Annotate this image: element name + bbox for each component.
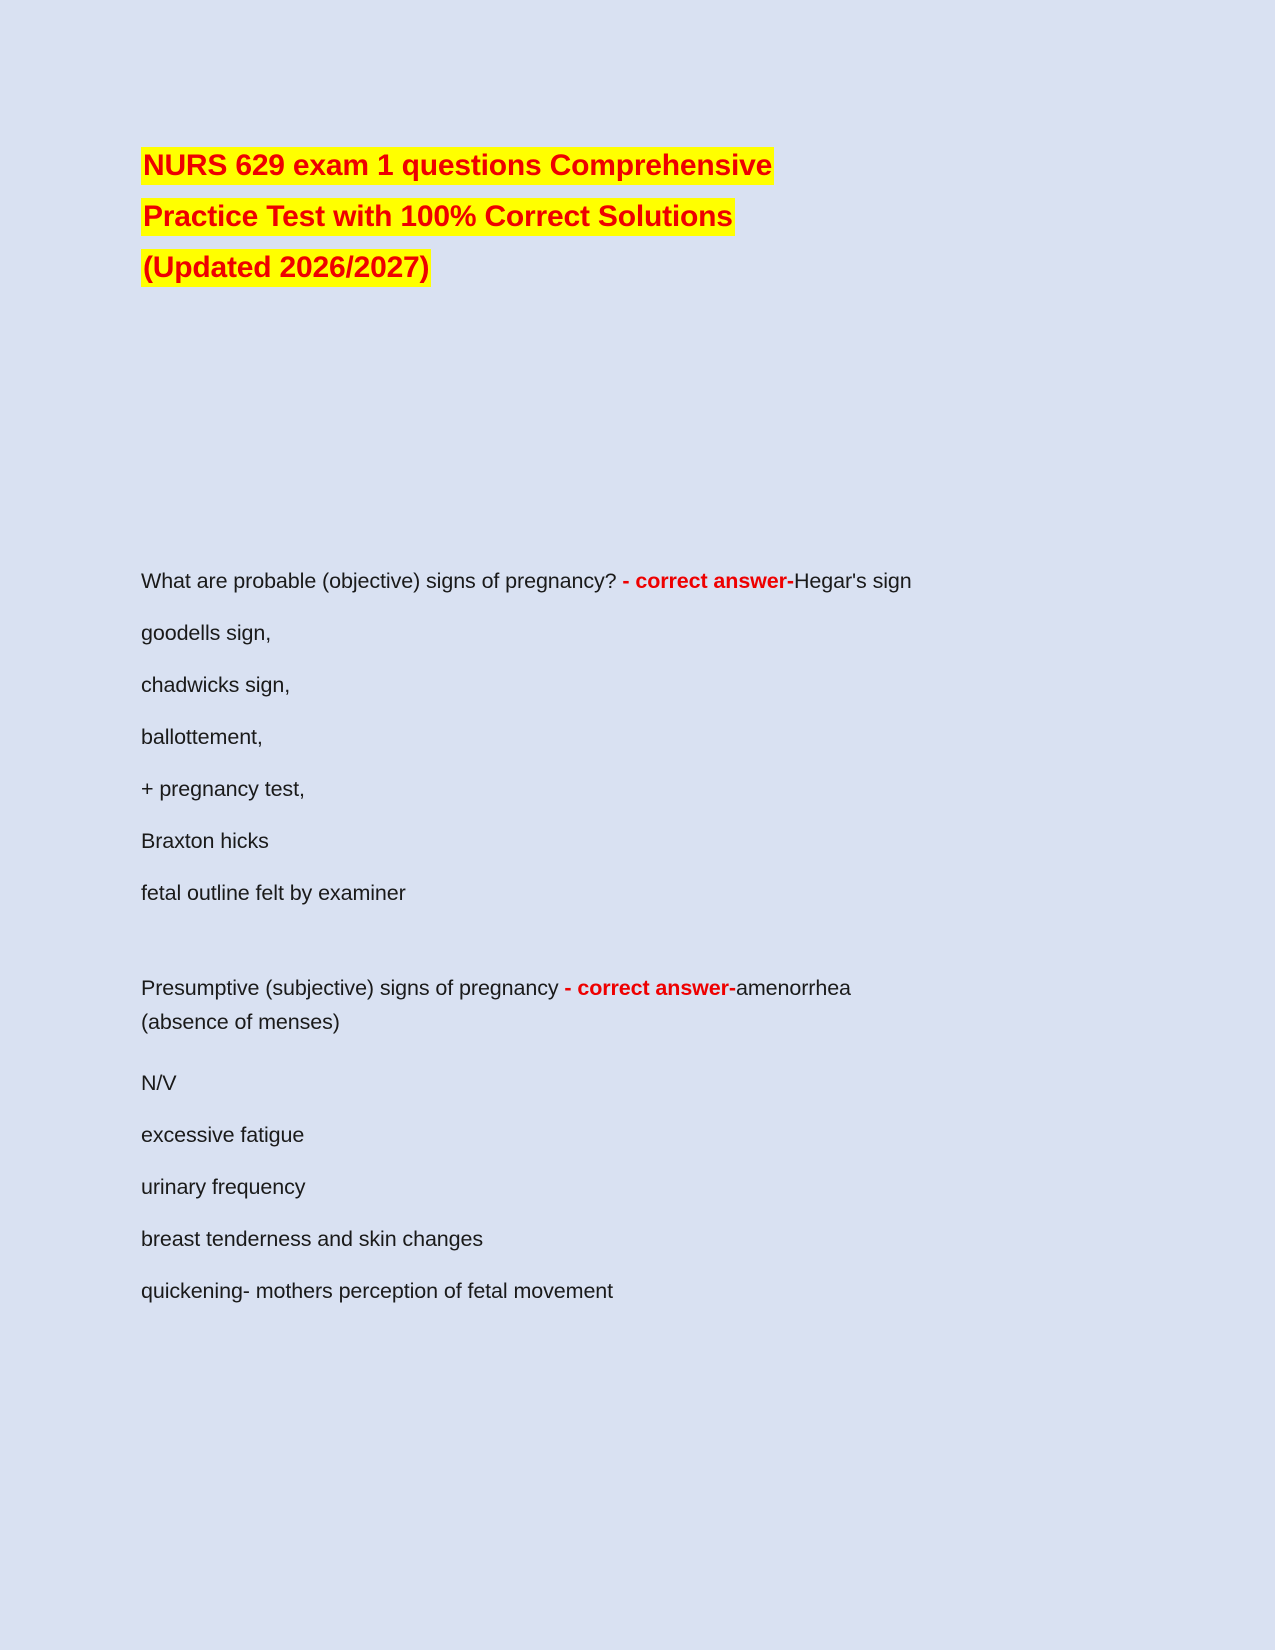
answer-line: goodells sign, bbox=[141, 621, 272, 645]
answer-line: N/V bbox=[141, 1071, 177, 1095]
qa-block-1 bbox=[141, 555, 1131, 919]
question-text-1: What are probable (objective) signs of pregnancy? bbox=[141, 569, 617, 593]
answer-line: quickening- mothers perception of fetal movement bbox=[141, 1279, 614, 1303]
answer-wrap-2: (absence of menses) bbox=[141, 1010, 340, 1034]
answer-line: + pregnancy test, bbox=[141, 777, 305, 801]
answer-line: excessive fatigue bbox=[141, 1123, 305, 1147]
answer-line: Braxton hicks bbox=[141, 829, 269, 853]
line-spacer bbox=[141, 1039, 1131, 1057]
correct-answer-marker-1: - correct answer- bbox=[616, 569, 794, 593]
title-line-3: (Updated 2026/2027) bbox=[141, 249, 431, 287]
document-content bbox=[141, 140, 1131, 1317]
answer-line: breast tenderness and skin changes bbox=[141, 1227, 484, 1251]
document-body bbox=[141, 555, 1131, 1317]
answer-line: ballottement, bbox=[141, 725, 263, 749]
question-line-1 bbox=[141, 555, 1131, 607]
title-line-1: NURS 629 exam 1 questions Comprehensive bbox=[141, 147, 774, 185]
answer-line: urinary frequency bbox=[141, 1175, 306, 1199]
question-text-2: Presumptive (subjective) signs of pregnancy bbox=[141, 976, 559, 1000]
answer-first-1: Hegar's sign bbox=[793, 569, 912, 593]
correct-answer-marker-2: - correct answer- bbox=[558, 976, 736, 1000]
title-line-2: Practice Test with 100% Correct Solutions bbox=[141, 198, 735, 236]
answer-line: chadwicks sign, bbox=[141, 673, 291, 697]
page-title bbox=[141, 140, 961, 293]
block-spacer bbox=[141, 919, 1131, 971]
question-line-2 bbox=[141, 971, 1131, 1039]
qa-block-2 bbox=[141, 971, 1131, 1317]
answer-line: fetal outline felt by examiner bbox=[141, 881, 406, 905]
answer-first-2: amenorrhea bbox=[735, 976, 851, 1000]
